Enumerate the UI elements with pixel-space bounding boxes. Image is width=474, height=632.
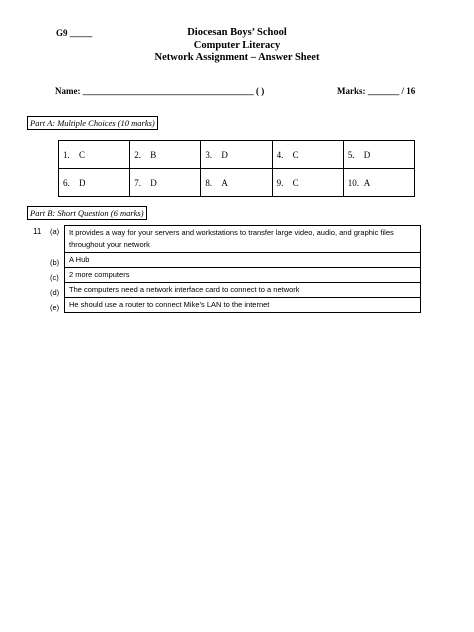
grade-label: G9 _____ bbox=[56, 28, 93, 38]
mc-answer-cell: 8. A bbox=[201, 169, 272, 197]
mc-answer-cell: 4. C bbox=[272, 141, 343, 169]
subject-title: Computer Literacy bbox=[193, 40, 281, 51]
mc-answer-cell: 3. D bbox=[201, 141, 272, 169]
mc-answer-cell: 7. D bbox=[130, 169, 201, 197]
mc-answer-cell: 5. D bbox=[343, 141, 414, 169]
answer-b: A Hub bbox=[65, 252, 420, 267]
question-number: 11 bbox=[33, 227, 42, 236]
table-row bbox=[59, 141, 415, 169]
sub-question-label: (d) bbox=[50, 288, 60, 297]
answer-a: It provides a way for your servers and workstations to transfer large video, audio, and graphic files throughout your network bbox=[69, 228, 394, 249]
mc-answer-cell: 9. C bbox=[272, 169, 343, 197]
school-name: Diocesan Boys’ School bbox=[187, 27, 287, 38]
mc-answer-cell: 1. C bbox=[59, 141, 130, 169]
answer-c: 2 more computers bbox=[65, 267, 420, 282]
table-row bbox=[59, 169, 415, 197]
part-a-title: Part A: Multiple Choices (10 marks) bbox=[27, 116, 158, 130]
assignment-title: Network Assignment – Answer Sheet bbox=[154, 52, 320, 63]
short-answer-box bbox=[64, 225, 421, 313]
part-b-title: Part B: Short Question (6 marks) bbox=[27, 206, 147, 220]
name-field-label: Name: ______________________________________ ( ) bbox=[55, 86, 265, 96]
answer-e: He should use a router to connect Mike’s LAN to the internet bbox=[65, 297, 420, 312]
mc-answer-cell: 2. B bbox=[130, 141, 201, 169]
answer-d: The computers need a network interface card to connect to a network bbox=[65, 282, 420, 297]
sub-question-label: (e) bbox=[50, 303, 60, 312]
sub-question-label: (c) bbox=[50, 273, 59, 282]
marks-field-label: Marks: _______ / 16 bbox=[337, 86, 416, 96]
mc-answer-cell: 6. D bbox=[59, 169, 130, 197]
multiple-choice-answer-table bbox=[58, 140, 415, 197]
mc-answer-cell: 10. A bbox=[343, 169, 414, 197]
sub-question-label: (a) bbox=[50, 227, 60, 236]
sub-question-label: (b) bbox=[50, 258, 60, 267]
